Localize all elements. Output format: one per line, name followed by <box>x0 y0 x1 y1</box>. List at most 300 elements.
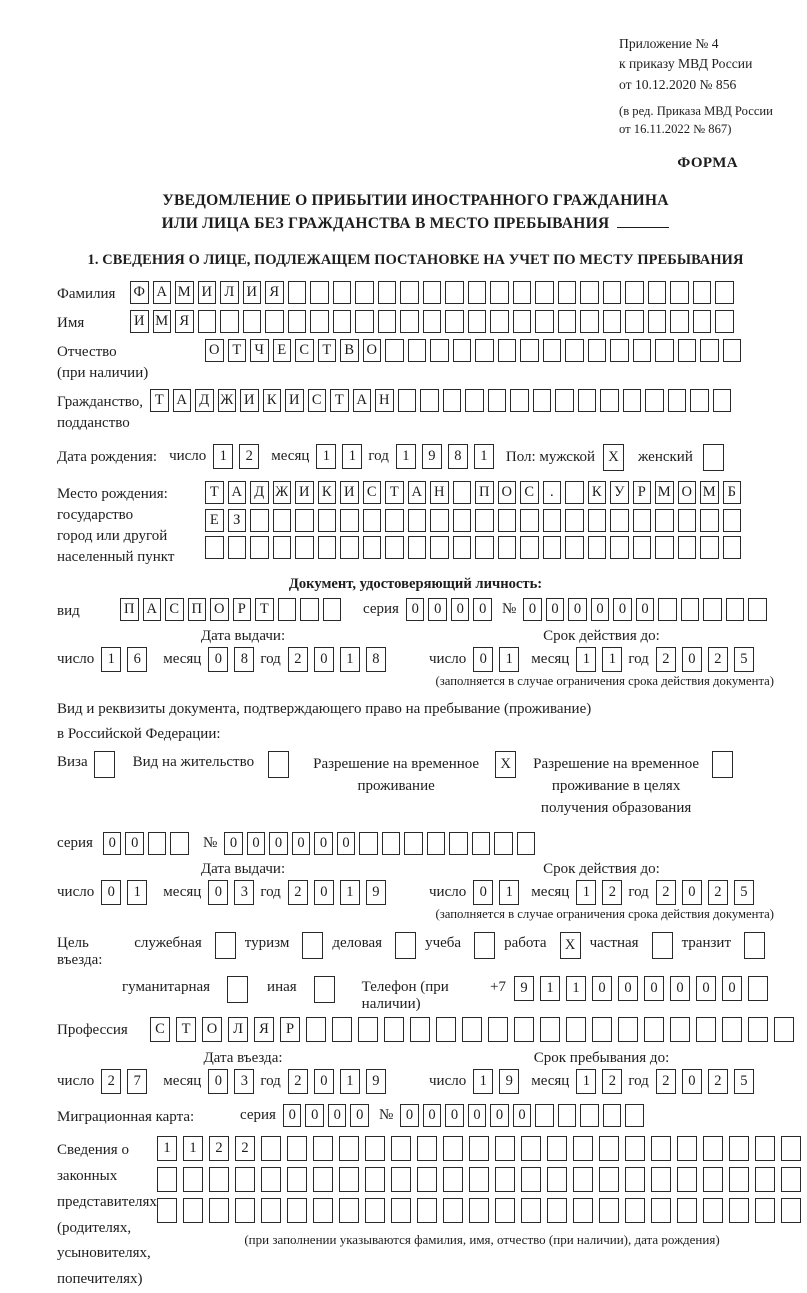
char-box[interactable] <box>430 509 449 532</box>
char-box[interactable]: 2 <box>288 647 308 672</box>
purpose-other-checkbox[interactable] <box>314 976 335 1003</box>
char-box[interactable] <box>209 1198 229 1223</box>
char-box[interactable] <box>408 339 427 362</box>
char-box[interactable] <box>543 509 562 532</box>
doc-kind-boxes[interactable] <box>120 598 345 621</box>
edu-permit-checkbox[interactable] <box>712 751 733 778</box>
char-box[interactable] <box>423 310 442 333</box>
sex-male-checkbox[interactable]: X <box>603 444 624 471</box>
char-box[interactable] <box>655 509 674 532</box>
char-box[interactable]: Е <box>205 509 224 532</box>
char-box[interactable]: 9 <box>366 880 386 905</box>
char-box[interactable]: 6 <box>127 647 147 672</box>
entry-month[interactable] <box>208 1069 260 1094</box>
char-box[interactable]: 1 <box>576 880 596 905</box>
char-box[interactable] <box>430 339 449 362</box>
char-box[interactable] <box>755 1136 775 1161</box>
char-box[interactable] <box>436 1017 456 1042</box>
char-box[interactable] <box>610 509 629 532</box>
char-box[interactable] <box>443 389 462 412</box>
char-box[interactable] <box>703 598 722 621</box>
char-box[interactable]: А <box>173 389 192 412</box>
char-box[interactable] <box>723 339 742 362</box>
temp-permit-checkbox[interactable]: X <box>495 751 516 778</box>
residence-expiry-day[interactable] <box>473 880 525 905</box>
char-box[interactable] <box>490 310 509 333</box>
char-box[interactable]: Л <box>220 281 239 304</box>
char-box[interactable] <box>472 832 491 855</box>
char-box[interactable] <box>278 598 297 621</box>
char-box[interactable] <box>648 310 667 333</box>
char-box[interactable] <box>423 281 442 304</box>
char-box[interactable] <box>513 310 532 333</box>
char-box[interactable]: Я <box>175 310 194 333</box>
char-box[interactable] <box>648 281 667 304</box>
char-box[interactable]: И <box>240 389 259 412</box>
char-box[interactable]: А <box>228 481 247 504</box>
char-box[interactable] <box>547 1136 567 1161</box>
char-box[interactable] <box>382 832 401 855</box>
char-box[interactable] <box>658 598 677 621</box>
char-box[interactable]: 1 <box>474 444 494 469</box>
char-box[interactable]: М <box>175 281 194 304</box>
char-box[interactable] <box>729 1167 749 1192</box>
char-box[interactable] <box>420 389 439 412</box>
char-box[interactable] <box>287 1167 307 1192</box>
char-box[interactable] <box>363 536 382 559</box>
char-box[interactable] <box>573 1198 593 1223</box>
char-box[interactable]: 1 <box>183 1136 203 1161</box>
char-box[interactable] <box>600 389 619 412</box>
char-box[interactable]: 5 <box>734 880 754 905</box>
char-box[interactable] <box>494 832 513 855</box>
char-box[interactable] <box>453 481 472 504</box>
char-box[interactable] <box>475 509 494 532</box>
char-box[interactable] <box>453 536 472 559</box>
char-box[interactable]: 0 <box>247 832 266 855</box>
char-box[interactable] <box>521 1136 541 1161</box>
char-box[interactable] <box>430 536 449 559</box>
char-box[interactable] <box>625 1198 645 1223</box>
char-box[interactable] <box>696 1017 716 1042</box>
char-box[interactable]: 8 <box>448 444 468 469</box>
char-box[interactable]: Н <box>430 481 449 504</box>
char-box[interactable]: 1 <box>499 880 519 905</box>
char-box[interactable] <box>313 1167 333 1192</box>
char-box[interactable] <box>690 389 709 412</box>
char-box[interactable]: К <box>318 481 337 504</box>
char-box[interactable] <box>400 281 419 304</box>
char-box[interactable]: 0 <box>224 832 243 855</box>
char-box[interactable] <box>547 1167 567 1192</box>
purpose-official-checkbox[interactable] <box>215 932 236 959</box>
char-box[interactable]: 1 <box>540 976 560 1001</box>
char-box[interactable] <box>681 598 700 621</box>
char-box[interactable] <box>722 1017 742 1042</box>
char-box[interactable] <box>385 339 404 362</box>
residence-issue-month[interactable] <box>208 880 260 905</box>
char-box[interactable] <box>655 536 674 559</box>
char-box[interactable] <box>306 1017 326 1042</box>
residence-issue-year[interactable] <box>288 880 392 905</box>
char-box[interactable]: 1 <box>566 976 586 1001</box>
char-box[interactable] <box>625 281 644 304</box>
purpose-humanitarian-checkbox[interactable] <box>227 976 248 1003</box>
residence-series-boxes[interactable] <box>103 832 193 855</box>
char-box[interactable] <box>495 1167 515 1192</box>
purpose-work-checkbox[interactable]: X <box>560 932 581 959</box>
char-box[interactable]: 0 <box>592 976 612 1001</box>
char-box[interactable] <box>235 1167 255 1192</box>
char-box[interactable]: Б <box>723 481 742 504</box>
char-box[interactable]: 1 <box>340 1069 360 1094</box>
char-box[interactable]: П <box>475 481 494 504</box>
char-box[interactable] <box>668 389 687 412</box>
char-box[interactable]: 0 <box>350 1104 369 1127</box>
char-box[interactable] <box>384 1017 404 1042</box>
char-box[interactable]: 2 <box>602 880 622 905</box>
char-box[interactable] <box>183 1167 203 1192</box>
char-box[interactable] <box>565 509 584 532</box>
char-box[interactable]: 0 <box>682 1069 702 1094</box>
char-box[interactable] <box>365 1167 385 1192</box>
char-box[interactable] <box>417 1198 437 1223</box>
surname-boxes[interactable] <box>130 281 738 304</box>
char-box[interactable]: 2 <box>101 1069 121 1094</box>
char-box[interactable] <box>588 536 607 559</box>
char-box[interactable]: 0 <box>305 1104 324 1127</box>
char-box[interactable] <box>475 536 494 559</box>
char-box[interactable] <box>670 310 689 333</box>
char-box[interactable] <box>670 281 689 304</box>
birthdate-day-boxes[interactable] <box>213 444 265 469</box>
char-box[interactable] <box>700 509 719 532</box>
char-box[interactable]: Т <box>255 598 274 621</box>
char-box[interactable] <box>603 310 622 333</box>
char-box[interactable] <box>427 832 446 855</box>
char-box[interactable]: 0 <box>314 832 333 855</box>
char-box[interactable] <box>498 536 517 559</box>
char-box[interactable]: 0 <box>682 647 702 672</box>
char-box[interactable]: С <box>165 598 184 621</box>
char-box[interactable]: В <box>340 339 359 362</box>
char-box[interactable] <box>498 509 517 532</box>
char-box[interactable] <box>723 536 742 559</box>
char-box[interactable] <box>755 1198 775 1223</box>
char-box[interactable] <box>363 509 382 532</box>
char-box[interactable] <box>625 1136 645 1161</box>
char-box[interactable] <box>510 389 529 412</box>
char-box[interactable]: 0 <box>406 598 425 621</box>
char-box[interactable]: 0 <box>423 1104 442 1127</box>
char-box[interactable] <box>678 509 697 532</box>
char-box[interactable] <box>599 1136 619 1161</box>
char-box[interactable]: 0 <box>490 1104 509 1127</box>
identity-expiry-year[interactable] <box>656 647 760 672</box>
char-box[interactable] <box>443 1136 463 1161</box>
char-box[interactable] <box>700 339 719 362</box>
char-box[interactable]: Т <box>318 339 337 362</box>
char-box[interactable]: И <box>130 310 149 333</box>
char-box[interactable] <box>599 1198 619 1223</box>
char-box[interactable]: 0 <box>696 976 716 1001</box>
char-box[interactable]: 8 <box>234 647 254 672</box>
char-box[interactable] <box>410 1017 430 1042</box>
char-box[interactable] <box>333 281 352 304</box>
char-box[interactable] <box>655 339 674 362</box>
char-box[interactable] <box>781 1167 801 1192</box>
char-box[interactable]: 1 <box>602 647 622 672</box>
char-box[interactable]: 0 <box>314 1069 334 1094</box>
char-box[interactable] <box>678 536 697 559</box>
char-box[interactable] <box>453 339 472 362</box>
char-box[interactable] <box>520 509 539 532</box>
char-box[interactable] <box>318 536 337 559</box>
char-box[interactable] <box>365 1198 385 1223</box>
char-box[interactable] <box>618 1017 638 1042</box>
sex-female-checkbox[interactable] <box>703 444 724 471</box>
char-box[interactable]: С <box>308 389 327 412</box>
until-day[interactable] <box>473 1069 525 1094</box>
char-box[interactable]: К <box>588 481 607 504</box>
identity-expiry-day[interactable] <box>473 647 525 672</box>
char-box[interactable]: Я <box>254 1017 274 1042</box>
birthdate-year-boxes[interactable] <box>396 444 500 469</box>
char-box[interactable] <box>599 1167 619 1192</box>
char-box[interactable] <box>462 1017 482 1042</box>
char-box[interactable]: 0 <box>428 598 447 621</box>
profession-boxes[interactable] <box>150 1017 800 1042</box>
char-box[interactable] <box>453 509 472 532</box>
char-box[interactable] <box>651 1198 671 1223</box>
doc-number-boxes[interactable] <box>523 598 771 621</box>
char-box[interactable] <box>220 310 239 333</box>
char-box[interactable]: 0 <box>473 598 492 621</box>
char-box[interactable]: А <box>408 481 427 504</box>
char-box[interactable] <box>573 1167 593 1192</box>
char-box[interactable] <box>729 1136 749 1161</box>
char-box[interactable] <box>313 1136 333 1161</box>
char-box[interactable] <box>495 1198 515 1223</box>
char-box[interactable]: 2 <box>708 647 728 672</box>
char-box[interactable] <box>391 1198 411 1223</box>
char-box[interactable] <box>713 389 732 412</box>
residence-permit-checkbox[interactable] <box>268 751 289 778</box>
char-box[interactable] <box>318 509 337 532</box>
char-box[interactable]: 1 <box>316 444 336 469</box>
char-box[interactable] <box>250 536 269 559</box>
char-box[interactable] <box>603 1104 622 1127</box>
char-box[interactable]: З <box>228 509 247 532</box>
char-box[interactable] <box>340 509 359 532</box>
char-box[interactable]: 1 <box>396 444 416 469</box>
char-box[interactable] <box>625 310 644 333</box>
char-box[interactable]: 1 <box>340 647 360 672</box>
char-box[interactable]: И <box>295 481 314 504</box>
char-box[interactable]: А <box>143 598 162 621</box>
char-box[interactable] <box>495 1136 515 1161</box>
char-box[interactable] <box>475 339 494 362</box>
char-box[interactable] <box>693 310 712 333</box>
char-box[interactable] <box>400 310 419 333</box>
char-box[interactable]: О <box>678 481 697 504</box>
char-box[interactable] <box>339 1136 359 1161</box>
char-box[interactable] <box>715 281 734 304</box>
char-box[interactable] <box>378 310 397 333</box>
char-box[interactable]: 0 <box>400 1104 419 1127</box>
char-box[interactable]: 1 <box>473 1069 493 1094</box>
char-box[interactable]: 0 <box>283 1104 302 1127</box>
char-box[interactable] <box>580 310 599 333</box>
char-box[interactable] <box>404 832 423 855</box>
char-box[interactable] <box>261 1198 281 1223</box>
char-box[interactable] <box>729 1198 749 1223</box>
char-box[interactable] <box>235 1198 255 1223</box>
char-box[interactable] <box>781 1136 801 1161</box>
char-box[interactable] <box>443 1167 463 1192</box>
char-box[interactable]: С <box>520 481 539 504</box>
char-box[interactable] <box>580 281 599 304</box>
char-box[interactable]: С <box>295 339 314 362</box>
char-box[interactable]: Л <box>228 1017 248 1042</box>
char-box[interactable]: С <box>363 481 382 504</box>
char-box[interactable] <box>520 339 539 362</box>
char-box[interactable]: 1 <box>157 1136 177 1161</box>
char-box[interactable] <box>323 598 342 621</box>
char-box[interactable]: П <box>188 598 207 621</box>
char-box[interactable] <box>580 1104 599 1127</box>
char-box[interactable] <box>157 1167 177 1192</box>
char-box[interactable] <box>700 536 719 559</box>
char-box[interactable] <box>678 339 697 362</box>
char-box[interactable]: У <box>610 481 629 504</box>
char-box[interactable] <box>623 389 642 412</box>
char-box[interactable] <box>359 832 378 855</box>
char-box[interactable]: Р <box>633 481 652 504</box>
char-box[interactable] <box>250 509 269 532</box>
char-box[interactable] <box>677 1167 697 1192</box>
char-box[interactable] <box>540 1017 560 1042</box>
residence-issue-day[interactable] <box>101 880 153 905</box>
char-box[interactable] <box>340 536 359 559</box>
char-box[interactable]: 5 <box>734 1069 754 1094</box>
char-box[interactable]: Ж <box>273 481 292 504</box>
char-box[interactable]: 7 <box>127 1069 147 1094</box>
char-box[interactable] <box>261 1167 281 1192</box>
char-box[interactable] <box>469 1198 489 1223</box>
char-box[interactable] <box>651 1136 671 1161</box>
char-box[interactable]: 2 <box>239 444 259 469</box>
char-box[interactable]: 2 <box>708 880 728 905</box>
char-box[interactable] <box>310 310 329 333</box>
char-box[interactable]: 1 <box>340 880 360 905</box>
char-box[interactable]: 0 <box>314 880 334 905</box>
char-box[interactable] <box>543 339 562 362</box>
char-box[interactable]: 0 <box>618 976 638 1001</box>
birthplace-boxes-row2[interactable] <box>205 509 745 532</box>
char-box[interactable] <box>645 389 664 412</box>
char-box[interactable]: Н <box>375 389 394 412</box>
char-box[interactable]: 1 <box>576 1069 596 1094</box>
char-box[interactable] <box>385 509 404 532</box>
char-box[interactable]: 0 <box>103 832 122 855</box>
char-box[interactable] <box>498 339 517 362</box>
char-box[interactable] <box>385 536 404 559</box>
char-box[interactable]: 0 <box>445 1104 464 1127</box>
char-box[interactable]: Т <box>205 481 224 504</box>
char-box[interactable] <box>469 1136 489 1161</box>
representatives-row3[interactable] <box>157 1198 807 1223</box>
char-box[interactable]: 9 <box>422 444 442 469</box>
char-box[interactable] <box>339 1167 359 1192</box>
char-box[interactable]: Я <box>265 281 284 304</box>
char-box[interactable]: 2 <box>656 1069 676 1094</box>
char-box[interactable] <box>651 1167 671 1192</box>
firstname-boxes[interactable] <box>130 310 738 333</box>
char-box[interactable] <box>715 310 734 333</box>
char-box[interactable] <box>157 1198 177 1223</box>
char-box[interactable] <box>535 281 554 304</box>
char-box[interactable]: 0 <box>722 976 742 1001</box>
char-box[interactable]: 0 <box>523 598 542 621</box>
residence-number-boxes[interactable] <box>224 832 539 855</box>
char-box[interactable]: 0 <box>125 832 144 855</box>
char-box[interactable]: 2 <box>288 880 308 905</box>
char-box[interactable]: 2 <box>209 1136 229 1161</box>
char-box[interactable]: 0 <box>208 880 228 905</box>
char-box[interactable]: 0 <box>101 880 121 905</box>
char-box[interactable]: 2 <box>708 1069 728 1094</box>
char-box[interactable] <box>465 389 484 412</box>
char-box[interactable]: 0 <box>613 598 632 621</box>
char-box[interactable]: 0 <box>644 976 664 1001</box>
char-box[interactable] <box>543 536 562 559</box>
char-box[interactable] <box>565 339 584 362</box>
char-box[interactable]: А <box>153 281 172 304</box>
char-box[interactable] <box>355 310 374 333</box>
char-box[interactable] <box>547 1198 567 1223</box>
purpose-tourism-checkbox[interactable] <box>302 932 323 959</box>
char-box[interactable] <box>588 339 607 362</box>
char-box[interactable]: 0 <box>292 832 311 855</box>
char-box[interactable]: М <box>153 310 172 333</box>
citizenship-boxes[interactable] <box>150 389 735 412</box>
char-box[interactable] <box>603 281 622 304</box>
char-box[interactable]: 0 <box>513 1104 532 1127</box>
char-box[interactable] <box>781 1198 801 1223</box>
char-box[interactable]: 2 <box>288 1069 308 1094</box>
char-box[interactable] <box>521 1167 541 1192</box>
char-box[interactable] <box>521 1198 541 1223</box>
char-box[interactable]: Т <box>228 339 247 362</box>
char-box[interactable]: Ж <box>218 389 237 412</box>
char-box[interactable] <box>273 509 292 532</box>
char-box[interactable] <box>445 281 464 304</box>
phone-boxes[interactable] <box>514 976 774 1001</box>
char-box[interactable] <box>295 509 314 532</box>
purpose-transit-checkbox[interactable] <box>744 932 765 959</box>
char-box[interactable] <box>408 536 427 559</box>
char-box[interactable] <box>514 1017 534 1042</box>
char-box[interactable] <box>677 1198 697 1223</box>
char-box[interactable] <box>517 832 536 855</box>
char-box[interactable] <box>726 598 745 621</box>
char-box[interactable]: . <box>543 481 562 504</box>
char-box[interactable] <box>566 1017 586 1042</box>
char-box[interactable] <box>469 1167 489 1192</box>
char-box[interactable] <box>633 339 652 362</box>
char-box[interactable] <box>205 536 224 559</box>
